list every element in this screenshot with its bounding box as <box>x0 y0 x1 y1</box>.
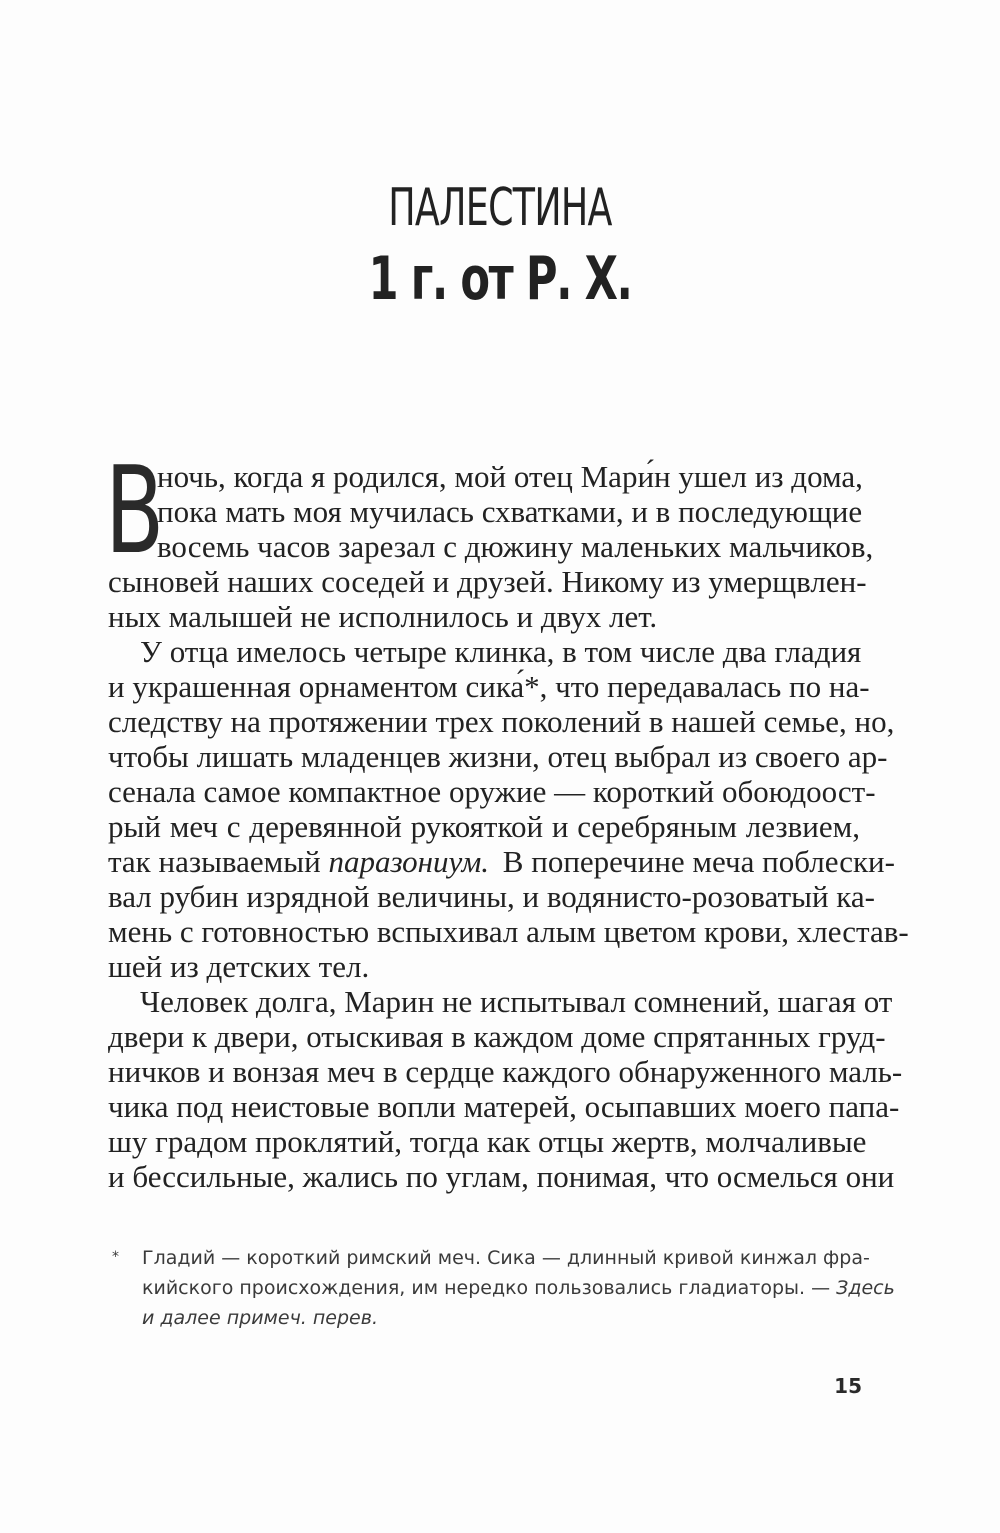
body-line-16: Человек долга, Марин не испытывал сомнений, шагая от <box>140 984 893 1019</box>
body-line-10: сенала самое компактное оружие — короткий обоюдоост- <box>108 774 876 809</box>
body-line-2: пока мать моя мучилась схватками, и в последующие <box>157 494 863 529</box>
footnote-line-3-italic: и далее примеч. перев. <box>142 1307 378 1329</box>
body-line-6: У отца имелось четыре клинка, в том числе два гладия <box>140 634 862 669</box>
body-line-12-italic: паразониум. <box>328 844 490 879</box>
footnote-line-3 <box>142 1304 378 1332</box>
body-line-18: ничков и вонзая меч в сердце каждого обнаруженного маль- <box>108 1054 903 1089</box>
body-line-11: рый меч с деревянной рукояткой и серебряным лезвием, <box>108 809 860 844</box>
footnote-line-2-text: кийского происхождения, им нередко пользовались гладиаторы. — <box>142 1277 831 1299</box>
footnote-line-2 <box>142 1274 895 1302</box>
drop-cap-letter: В <box>105 442 165 581</box>
body-line-12 <box>108 844 895 880</box>
body-line-14: мень с готовностью вспыхивал алым цветом крови, хлестав- <box>108 914 909 949</box>
body-line-20: шу градом проклятий, тогда как отцы жертв, молчаливые <box>108 1124 867 1159</box>
body-line-15: шей из детских тел. <box>108 949 370 984</box>
body-line-17: двери к двери, отыскивая в каждом доме спрятанных груд- <box>108 1019 886 1054</box>
body-line-21: и бессильные, жались по углам, понимая, что осмелься они <box>108 1159 895 1194</box>
body-line-12-start: так называемый <box>108 844 321 879</box>
page-number: 15 <box>834 1374 862 1398</box>
footnote-line-2-italic: Здесь <box>836 1277 895 1299</box>
body-line-9: чтобы лишать младенцев жизни, отец выбрал из своего ар- <box>108 739 888 774</box>
footnote-marker: * <box>112 1249 119 1265</box>
chapter-place-heading: ПАЛЕСТИНА <box>388 178 612 238</box>
body-line-1: ночь, когда я родился, мой отец Мари́н ушел из дома, <box>157 459 863 494</box>
footnote-line-1: Гладий — короткий римский меч. Сика — длинный кривой кинжал фра- <box>142 1247 870 1269</box>
body-line-19: чика под неистовые вопли матерей, осыпавших моего папа- <box>108 1089 900 1124</box>
body-line-13: вал рубин изрядной величины, и водянисто-розоватый ка- <box>108 879 875 914</box>
body-line-3: восемь часов зарезал с дюжину маленьких мальчиков, <box>157 529 874 564</box>
body-line-5: ных малышей не исполнилось и двух лет. <box>108 599 658 634</box>
body-line-4: сыновей наших соседей и друзей. Никому из умерщвлен- <box>108 564 867 599</box>
chapter-date-heading: 1 г. от Р. Х. <box>368 244 632 314</box>
body-line-8: следству на протяжении трех поколений в нашей семье, но, <box>108 704 895 739</box>
body-line-7: и украшенная орнаментом сика́*, что передавалась по на- <box>108 669 870 704</box>
body-line-12-end: В поперечине меча поблески- <box>502 844 895 879</box>
